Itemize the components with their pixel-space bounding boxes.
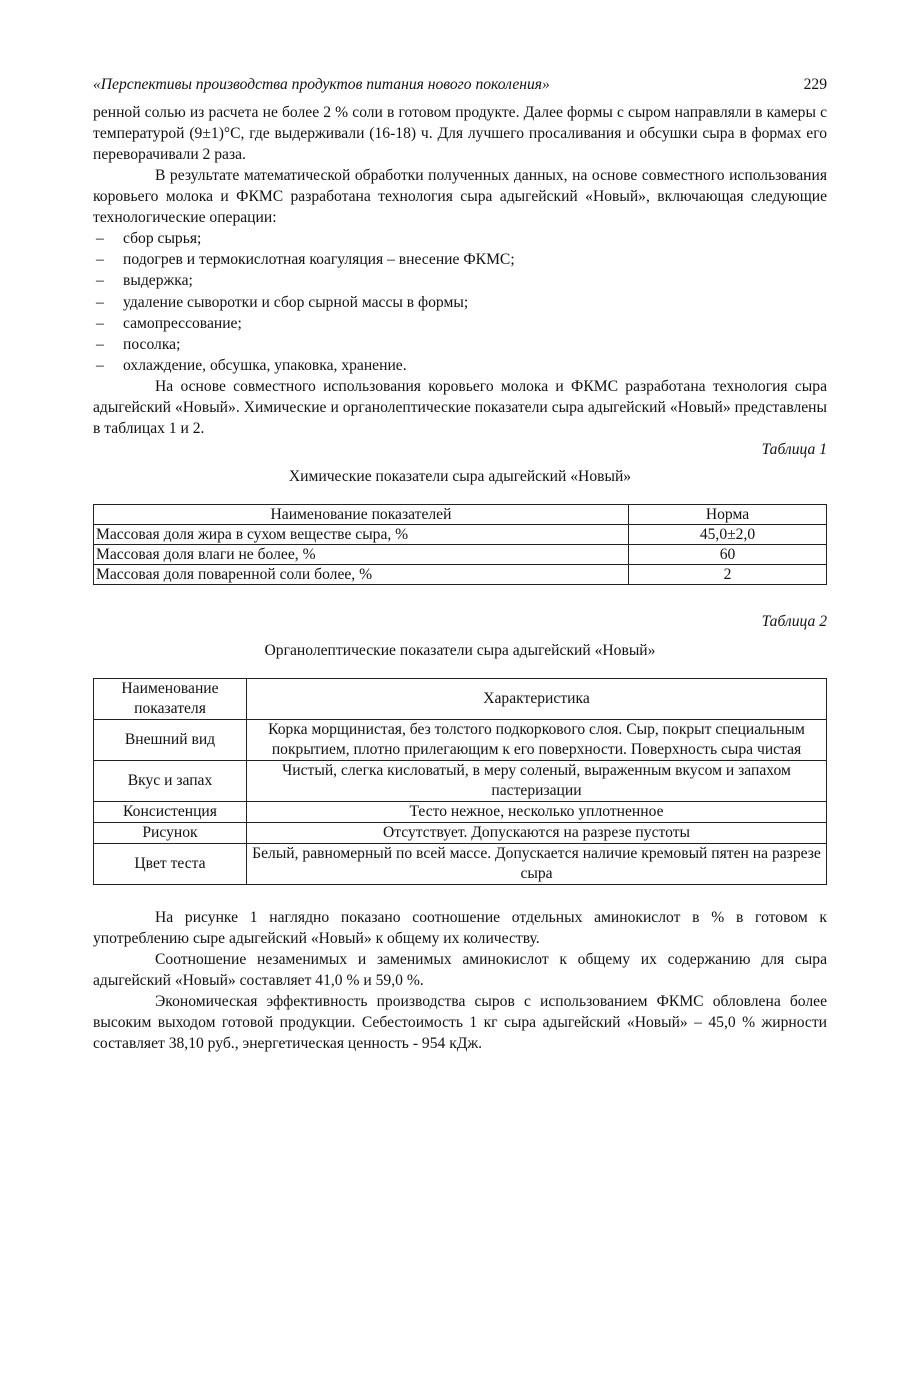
header-title: «Перспективы производства продуктов питания нового поколения» xyxy=(93,76,550,93)
table-row xyxy=(94,823,827,844)
table-header-cell: Норма xyxy=(629,505,827,525)
list-dash: – xyxy=(96,336,104,354)
list-item-text: охлаждение, обсушка, упаковка, хранение. xyxy=(123,357,407,375)
paragraph-amino-ratio: Соотношение незаменимых и заменимых аминокислот к общему их содержанию для сыра адыгейский «Новый» составляет 41,0 % и 59,0 %. xyxy=(93,951,827,990)
running-header xyxy=(93,74,827,95)
table-cell: Цвет теста xyxy=(94,844,247,885)
paragraph-technology-intro: В результате математической обработки полученных данных, на основе совместного использования коровьего молока и ФКМС разработана технология сыра адыгейский «Новый», включающая следующие технологические операции: xyxy=(93,167,827,226)
list-item xyxy=(93,228,827,249)
table-header-cell: Наименование показателей xyxy=(94,505,629,525)
list-item xyxy=(93,334,827,355)
table-row xyxy=(94,720,827,761)
table-cell: Белый, равномерный по всей массе. Допускается наличие кремовый пятен на разрезе сыра xyxy=(247,844,827,885)
table-cell: Внешний вид xyxy=(94,720,247,761)
organoleptic-indicators-table xyxy=(93,678,827,885)
table-cell: Массовая доля жира в сухом веществе сыра, % xyxy=(94,525,629,545)
list-item-text: самопрессование; xyxy=(123,314,242,332)
list-dash: – xyxy=(96,251,104,269)
paragraph-economics: Экономическая эффективность производства сыров с использованием ФКМС обловлена более высоким выходом готовой продукции. Себестоимость 1 кг сыра адыгейский «Новый» – 45,0 % жирности составляет 38,10 руб., энергетическая ценность - 954 кДж. xyxy=(93,993,827,1053)
table-cell: Массовая доля влаги не более, % xyxy=(94,545,629,565)
list-item-text: подогрев и термокислотная коагуляция – внесение ФКМС; xyxy=(123,251,515,269)
list-item xyxy=(93,249,827,270)
list-item-text: посолка; xyxy=(123,336,181,354)
table-header-row xyxy=(94,679,827,720)
list-item xyxy=(93,313,827,334)
list-item-text: удаление сыворотки и сбор сырной массы в формы; xyxy=(123,293,469,311)
table-cell: Вкус и запах xyxy=(94,761,247,802)
table-header-cell: Наименование показателя xyxy=(94,679,247,720)
page-number: 229 xyxy=(803,76,827,93)
table2-label: Таблица 2 xyxy=(761,613,827,631)
list-item-text: сбор сырья; xyxy=(123,230,202,247)
table-row xyxy=(94,525,827,545)
paragraph-salting: ренной солью из расчета не более 2 % соли в готовом продукте. Далее формы с сыром направляли в камеры с температурой (9±1)°С, где выдерживали (16-18) ч. Для лучшего просаливания и обсушки сыра в формах его переворачивали 2 раза. xyxy=(93,104,827,163)
list-item-text: выдержка; xyxy=(123,272,193,290)
table1-caption: Химические показатели сыра адыгейский «Новый» xyxy=(288,468,632,486)
list-dash: – xyxy=(96,357,104,375)
list-dash: – xyxy=(96,314,104,332)
table-header-cell: Характеристика xyxy=(247,679,827,720)
list-item xyxy=(93,292,827,313)
paragraph-tables-intro: На основе совместного использования коровьего молока и ФКМС разработана технология сыра адыгейский «Новый». Химические и органолептические показатели сыра адыгейский «Новый» представлены в таблицах 1 и 2. xyxy=(93,378,827,438)
operations-list xyxy=(93,228,827,376)
table-cell: 2 xyxy=(629,565,827,585)
table-row xyxy=(94,545,827,565)
table-row xyxy=(94,565,827,585)
table2-caption: Органолептические показатели сыра адыгейский «Новый» xyxy=(264,642,656,660)
table-cell: Консистенция xyxy=(94,802,247,823)
table1-label: Таблица 1 xyxy=(761,441,827,459)
table-row xyxy=(94,844,827,885)
table-cell: Тесто нежное, несколько уплотненное xyxy=(247,802,827,823)
chemical-indicators-table xyxy=(93,504,827,585)
table-cell: Массовая доля поваренной соли более, % xyxy=(94,565,629,585)
table-cell: Корка морщинистая, без толстого подкоркового слоя. Сыр, покрыт специальным покрытием, плотно прилегающим к его поверхности. Поверхность сыра чистая xyxy=(247,720,827,761)
document-page xyxy=(93,74,827,1054)
table-cell: Рисунок xyxy=(94,823,247,844)
table-cell: 60 xyxy=(629,545,827,565)
paragraph-amino-acids: На рисунке 1 наглядно показано соотношение отдельных аминокислот в % в готовом к употреблению сыре адыгейский «Новый» к общему их количеству. xyxy=(93,909,827,948)
list-dash: – xyxy=(96,230,104,247)
table-cell: 45,0±2,0 xyxy=(629,525,827,545)
table-cell: Чистый, слегка кисловатый, в меру соленый, выраженным вкусом и запахом пастеризации xyxy=(247,761,827,802)
list-item xyxy=(93,355,827,376)
table-row xyxy=(94,802,827,823)
list-dash: – xyxy=(96,272,104,290)
list-item xyxy=(93,270,827,291)
table-header-row xyxy=(94,505,827,525)
table-cell: Отсутствует. Допускаются на разрезе пустоты xyxy=(247,823,827,844)
table-row xyxy=(94,761,827,802)
list-dash: – xyxy=(96,293,104,311)
